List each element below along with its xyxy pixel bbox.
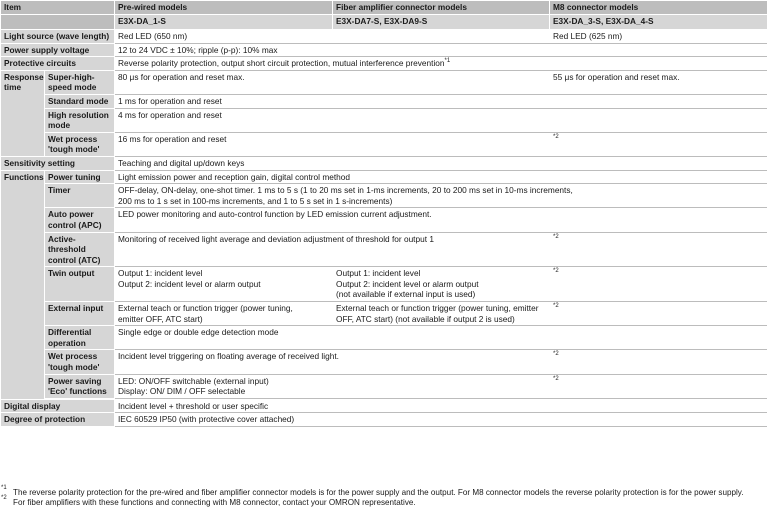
wet-process-value: 16 ms for operation and reset [115, 132, 550, 156]
external-input-m8-value [550, 302, 767, 326]
super-high-speed-label: Super-high-speed mode [45, 70, 115, 94]
atc-label: Active-threshold control (ATC) [45, 232, 115, 267]
wet-process-label: Wet process 'tough mode' [45, 132, 115, 156]
protective-row [1, 57, 767, 71]
footnote-text: The reverse polarity protection for the pre-wired and fiber amplifier connector models is for the power supply and the output. For M8 connector models the reverse polarity protection is for the power supply. [13, 488, 744, 497]
power-tuning-label: Power tuning [45, 170, 115, 184]
power-supply-value: 12 to 24 VDC ± 10%; ripple (p-p): 10% max [115, 43, 767, 57]
note-ref: *2 [553, 268, 559, 275]
fiber-connector-model: E3X-DA7-S, E3X-DA9-S [333, 15, 550, 30]
twin-output-label: Twin output [45, 267, 115, 302]
external-input-prewired-value: External teach or function trigger (power tuning, emitter OFF, ATC start) [115, 302, 333, 326]
eco-m8-value [550, 374, 767, 398]
twin-output-row [1, 267, 767, 302]
protective-value [115, 57, 767, 71]
protection-label: Degree of protection [1, 413, 115, 427]
super-high-speed-m8-value: 55 μs for operation and reset max. [550, 70, 767, 94]
power-supply-row [1, 43, 767, 57]
response-time-label: Response time [1, 70, 45, 156]
digital-display-row [1, 399, 767, 413]
light-source-value: Red LED (650 nm) [115, 30, 550, 44]
note-ref: *2 [553, 133, 559, 140]
protective-text: Reverse polarity protection, output short circuit protection, mutual interference prevention [118, 58, 445, 69]
footnote-text: For fiber amplifiers with these functions and connecting with M8 connector, contact your OMRON representative. [13, 498, 416, 507]
response-wet-row [1, 132, 767, 156]
header-row [1, 1, 767, 15]
light-source-m8-value: Red LED (625 nm) [550, 30, 767, 44]
response-highres-row [1, 108, 767, 132]
functions-wet-label: Wet process 'tough mode' [45, 350, 115, 374]
protective-label: Protective circuits [1, 57, 115, 71]
note-ref: *1 [444, 58, 451, 65]
standard-mode-label: Standard mode [45, 94, 115, 108]
model-label-cell [1, 15, 115, 30]
functions-wet-value: Incident level triggering on floating average of received light. [115, 350, 550, 374]
timer-value: OFF-delay, ON-delay, one-shot timer. 1 ms to 5 s (1 to 20 ms set in 1-ms increments, 20 to 200 ms set in 10-ms increments, 200 ms to 1 s set in 100-ms increments, and 1 to 5 s set in 1 s-increments) [115, 184, 767, 208]
note-ref: *2 [553, 351, 559, 358]
apc-label: Auto power control (APC) [45, 208, 115, 232]
functions-wet-m8-value [550, 350, 767, 374]
m8-connector-header: M8 connector models [550, 1, 767, 15]
atc-m8-value [550, 232, 767, 267]
functions-label: Functions [1, 170, 45, 399]
sensitivity-value: Teaching and digital up/down keys [115, 156, 767, 170]
standard-mode-value: 1 ms for operation and reset [115, 94, 767, 108]
differential-value: Single edge or double edge detection mode [115, 326, 767, 350]
item-header: Item [1, 1, 115, 15]
eco-value: LED: ON/OFF switchable (external input) Display: ON/ DIM / OFF selectable [115, 374, 550, 398]
high-resolution-value: 4 ms for operation and reset [115, 108, 767, 132]
fiber-connector-header: Fiber amplifier connector models [333, 1, 550, 15]
model-row [1, 15, 767, 30]
m8-connector-model: E3X-DA_3-S, E3X-DA_4-S [550, 15, 767, 30]
timer-label: Timer [45, 184, 115, 208]
sensitivity-label: Sensitivity setting [1, 156, 115, 170]
light-source-label: Light source (wave length) [1, 30, 115, 44]
footnote-2: *2 For fiber amplifiers with these functions and connecting with M8 connector, contact your OMRON representative. [1, 495, 416, 507]
digital-display-value: Incident level + threshold or user specific [115, 399, 767, 413]
super-high-speed-value: 80 μs for operation and reset max. [115, 70, 550, 94]
note-ref: *2 [553, 233, 559, 240]
twin-output-prewired-value: Output 1: incident level Output 2: incident level or alarm output [115, 267, 333, 302]
response-standard-row [1, 94, 767, 108]
power-tuning-row [1, 170, 767, 184]
protection-value: IEC 60529 IP50 (with protective cover attached) [115, 413, 767, 427]
functions-wet-row [1, 350, 767, 374]
timer-row [1, 184, 767, 208]
twin-output-m8-value [550, 267, 767, 302]
eco-row [1, 374, 767, 398]
external-input-fiber-value: External teach or function trigger (power tuning, emitter OFF, ATC start) (not available if output 2 is used) [333, 302, 550, 326]
high-resolution-label: High resolution mode [45, 108, 115, 132]
differential-row [1, 326, 767, 350]
prewired-header: Pre-wired models [115, 1, 333, 15]
light-source-row [1, 30, 767, 44]
prewired-model: E3X-DA_1-S [115, 15, 333, 30]
atc-row [1, 232, 767, 267]
note-ref: *2 [553, 303, 559, 310]
apc-row [1, 208, 767, 232]
apc-value: LED power monitoring and auto-control function by LED emission current adjustment. [115, 208, 767, 232]
power-tuning-value: Light emission power and reception gain, digital control method [115, 170, 767, 184]
external-input-row [1, 302, 767, 326]
footnotes [0, 485, 767, 508]
protection-row [1, 413, 767, 427]
power-supply-label: Power supply voltage [1, 43, 115, 57]
response-super-row [1, 70, 767, 94]
differential-label: Differential operation [45, 326, 115, 350]
wet-process-m8-value [550, 132, 767, 156]
twin-output-fiber-value: Output 1: incident level Output 2: incident level or alarm output (not available if external input is used) [333, 267, 550, 302]
external-input-label: External input [45, 302, 115, 326]
digital-display-label: Digital display [1, 399, 115, 413]
note-ref: *2 [553, 375, 559, 382]
sensitivity-row [1, 156, 767, 170]
atc-value: Monitoring of received light average and deviation adjustment of threshold for output 1 [115, 232, 550, 267]
eco-label: Power saving 'Eco' functions [45, 374, 115, 398]
footnote-1: *1 The reverse polarity protection for the pre-wired and fiber amplifier connector models is for the power supply and the output. For M8 connector models the reverse polarity protection is for the power supply. [1, 485, 744, 497]
